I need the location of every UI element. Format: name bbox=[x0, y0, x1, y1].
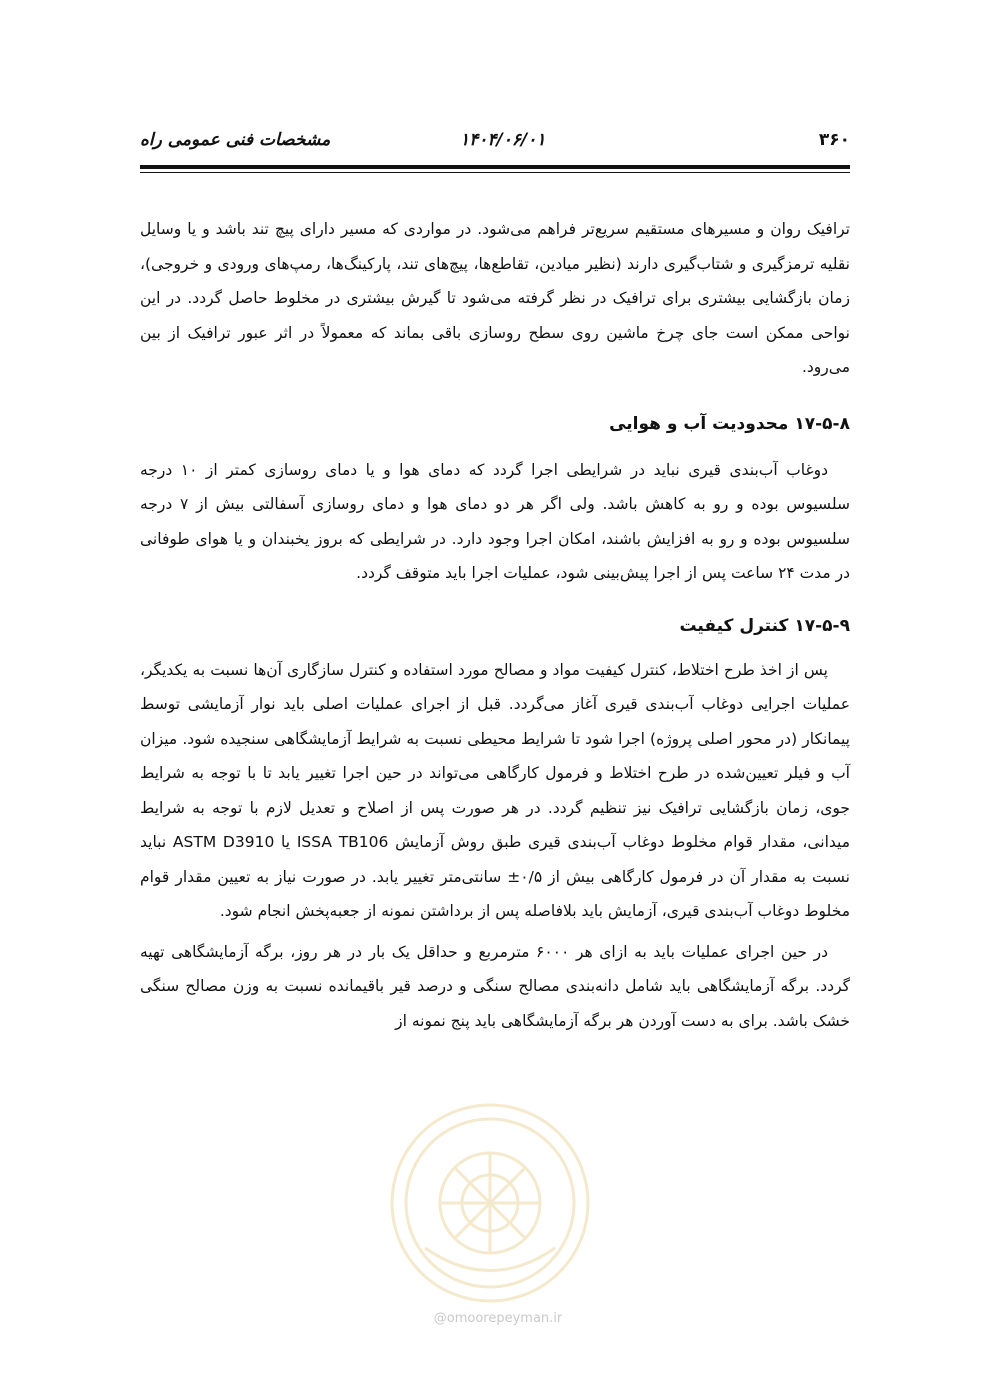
header-rule-thick bbox=[140, 165, 850, 169]
section-heading-weather-limits: ۱۷-۵-۸ محدودیت آب و هوایی bbox=[609, 413, 850, 434]
header-title: مشخصات فنی عمومی راه bbox=[140, 130, 331, 150]
paragraph-weather-limits: دوغاب آب‌بندی قیری نباید در شرایطی اجرا گردد که دمای هوا و یا دمای روسازی کمتر از ۱۰ درجه سلسیوس بوده و رو به کاهش باشد. ولی اگر هر دو دمای هوا و دمای روسازی آسفالتی بیش از ۷ درجه سلسیوس بوده و رو به افزایش باشند، امکان اجرا وجود دارد. در شرایطی که بروز یخبندان و یا هوای طوفانی در مدت ۲۴ ساعت پس از اجرا پیش‌بینی شود، عملیات اجرا باید متوقف گردد. bbox=[140, 460, 850, 582]
watermark-text: @omoorepeyman.ir bbox=[433, 1311, 563, 1326]
header-rule-thin bbox=[140, 172, 850, 173]
header-date: ۱۴۰۴/۰۶/۰۱ bbox=[460, 130, 546, 150]
paragraph-traffic: ترافیک روان و مسیرهای مستقیم سریع‌تر فراهم می‌شود. در مواردی که مسیر دارای پیچ تند باشد و یا وسایل نقلیه ترمزگیری و شتاب‌گیری دارند (نظیر میادین، تقاطع‌ها، پیچ‌های تند، پارکینگ‌ها، رمپ‌های ورودی و خروجی)، زمان بازگشایی بیشتری برای ترافیک در نظر گرفته می‌شود تا گیرش بیشتری در مخلوط حاصل گردد. در این نواحی ممکن است جای چرخ ماشین روی سطح روسازی باقی بماند که معمولاً در اثر عبور ترافیک از بین می‌رود. bbox=[140, 220, 850, 376]
paragraph-quality-control: پس از اخذ طرح اختلاط، کنترل کیفیت مواد و مصالح مورد استفاده و کنترل سازگاری آن‌ها نسبت به یکدیگر، عملیات اجرایی دوغاب آب‌بندی قیری آغاز می‌گردد. قبل از اجرای عملیات اصلی باید نوار آزمایشی توسط پیمانکار (در محور اصلی پروژه) اجرا شود تا شرایط محیطی نسبت به شرایط آزمایشگاهی سنجیده شود. میزان آب و فیلر تعیین‌شده در طرح اختلاط و فرمول کارگاهی می‌تواند در حین اجرا تغییر یابد تا با توجه به شرایط جوی، زمان بازگشایی ترافیک نیز تنظیم گردد. در هر صورت پس از اصلاح و تعدیل لازم با توجه به شرایط میدانی، مقدار قوام مخلوط دوغاب آب‌بندی قیری طبق روش آزمایش ISSA TB106 یا ASTM D3910 نباید نسبت به مقدار آن در فرمول کارگاهی بیش از ۰/۵± سانتی‌متر تغییر یابد. در صورت نیاز به تعیین مقدار قوام مخلوط دوغاب آب‌بندی قیری، آزمایش باید بلافاصله پس از برداشتن نمونه از جعبه‌پخش انجام شود. bbox=[140, 660, 851, 920]
page-number: ۳۶۰ bbox=[818, 130, 850, 150]
section-heading-quality-control: ۱۷-۵-۹ کنترل کیفیت bbox=[679, 615, 850, 636]
watermark-seal-icon bbox=[385, 1098, 595, 1308]
page-header bbox=[140, 126, 850, 156]
body-content bbox=[140, 212, 850, 1038]
paragraph-lab-sheet: در حین اجرای عملیات باید به ازای هر ۶۰۰۰ مترمربع و حداقل یک بار در هر روز، برگه آزمایشگاهی تهیه گردد. برگه آزمایشگاهی باید شامل دانه‌بندی مصالح سنگی و درصد قیر باقیمانده نسبت به وزن مصالح سنگی خشک باشد. برای به دست آوردن هر برگه آزمایشگاهی باید پنج نمونه از bbox=[140, 942, 850, 1030]
